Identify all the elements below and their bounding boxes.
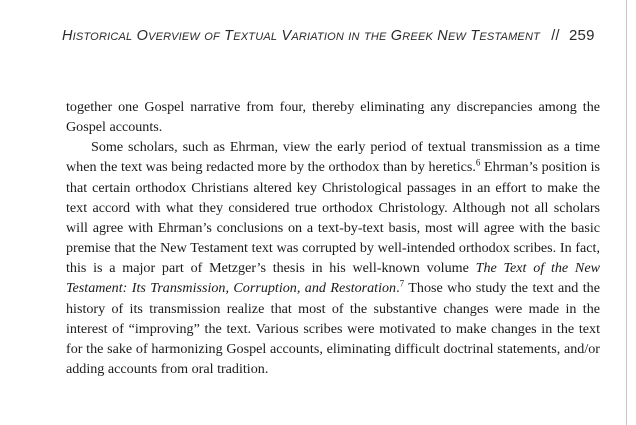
page-edge-line (626, 0, 627, 425)
paragraph-2-text-b: Ehrman’s position is that certain orthodox Christians altered key Christological passages in an effort to make the text accord with what they considered true orthodox Christology. Although not all scholars will agree with Ehrman’s conclusions on a text-by-text basis, most will agree with the basic premise that the New Testament text was corrupted by well-intended orthodox scribes. In fact, this is a major part of Metzger’s thesis in his well-known volume (66, 159, 601, 277)
header-title-word: THE (363, 31, 387, 43)
header-title-word: NEW (437, 28, 467, 44)
header-title-word: OVERVIEW (136, 28, 200, 44)
header-title-word: VARIATION (281, 28, 345, 44)
header-separator: // (551, 28, 560, 44)
paragraph-1: together one Gospel narrative from four, thereby eliminating any discrepancies among the Gospel accounts. (66, 99, 600, 136)
header-title-word: OF (204, 31, 220, 43)
page-number: 259 (568, 27, 595, 44)
header-title-word: IN (348, 31, 360, 43)
header-title-word: TEXTUAL (224, 28, 278, 44)
header-title-word: HISTORICAL (62, 28, 133, 44)
footnote-marker-6: 6 (475, 157, 481, 168)
body-text (66, 97, 600, 379)
paragraph-2 (66, 137, 600, 379)
paragraph-2-text-d: Those who study the text and the history of its transmission realize that most of the substantive changes were made in the interest of “improving” the text. Various scribes were motivated to make changes in the text for the sake of harmonizing Gospel accounts, eliminating difficult doctrinal statements, and/or adding accounts from oral tradition. (66, 280, 600, 378)
paragraph-2-text-a: Some scholars, such as Ehrman, view the early period of textual transmission as a time when the text was being redacted more by the orthodox than by heretics. (66, 139, 600, 176)
book-title: The Text of the New Testament: Its Transmission, Corruption, and Restoration (66, 260, 600, 297)
paragraph-2-text-c: . (396, 280, 400, 297)
running-header (62, 27, 602, 44)
header-title-word: GREEK (390, 28, 434, 44)
header-title-word: TESTAMENT (470, 28, 541, 44)
header-title (62, 28, 540, 44)
footnote-marker-7: 7 (399, 278, 405, 289)
